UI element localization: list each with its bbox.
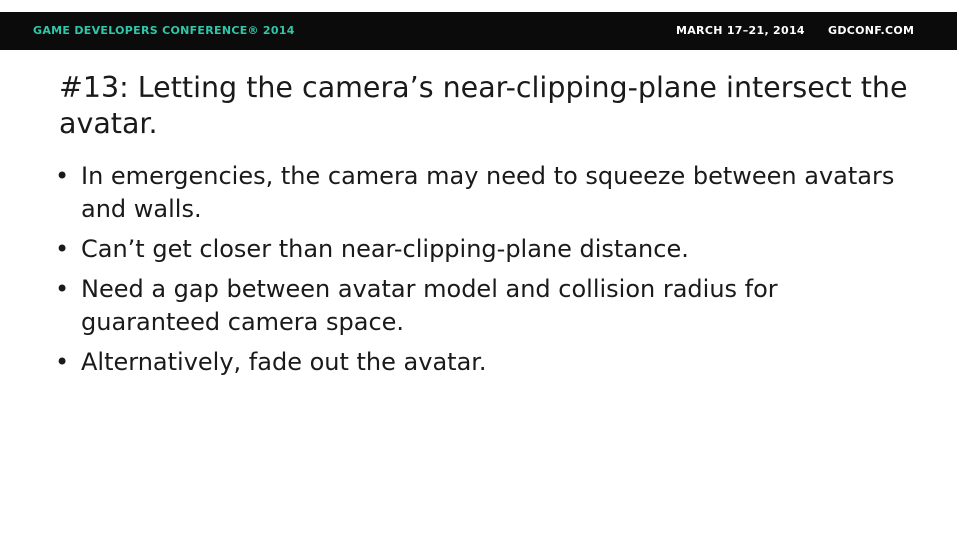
bullet-dot-icon: • [55,348,70,376]
bullet-item [55,160,895,226]
conference-dates: MARCH 17–21, 2014 [676,24,805,37]
bullet-dot-icon: • [55,275,70,303]
conference-website: GDCONF.COM [828,24,915,37]
conference-header-bar [0,12,957,50]
bullet-dot-icon: • [55,162,70,190]
top-strip [0,0,957,12]
conference-name: GAME DEVELOPERS CONFERENCE® 2014 [33,24,295,37]
bullet-text: In emergencies, the camera may need to squeeze between avatars and walls. [81,162,895,223]
bullet-list [55,160,895,386]
bullet-dot-icon: • [55,235,70,263]
bullet-text: Can’t get closer than near-clipping-plane distance. [81,235,689,263]
slide-title: #13: Letting the camera’s near-clipping-plane intersect the avatar. [59,71,908,140]
bullet-item [55,273,895,339]
bullet-item [55,346,895,379]
bullet-text: Alternatively, fade out the avatar. [81,348,487,376]
bullet-text: Need a gap between avatar model and collision radius for guaranteed camera space. [81,275,778,336]
bullet-item [55,233,895,266]
